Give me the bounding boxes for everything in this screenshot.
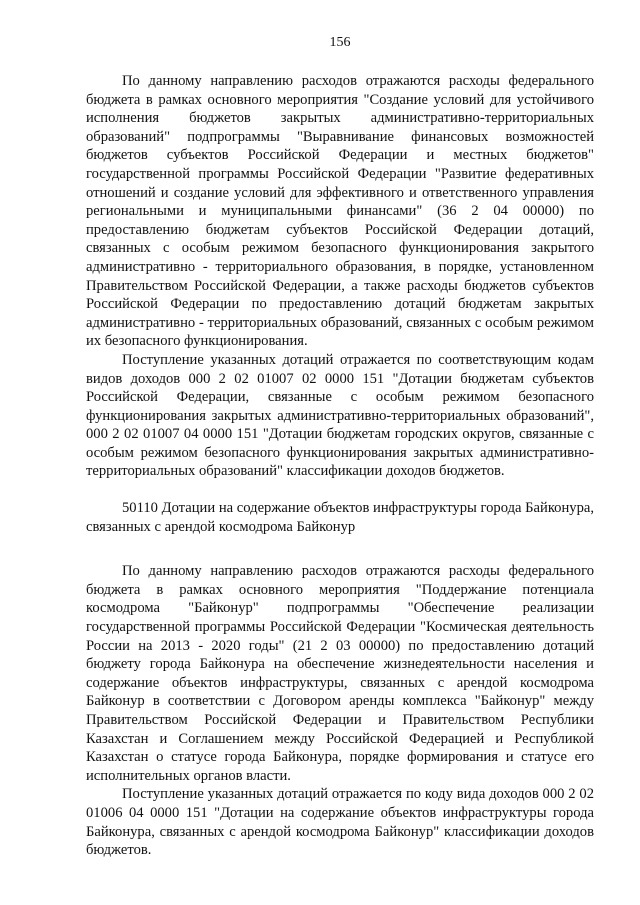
paragraph-baikonur-revenue-code: Поступление указанных дотаций отражается по коду вида доходов 000 2 02 01006 04 0000 151 "Дотации на содержание объектов инфраструктуры города Байконура, связанных с арендой космодрома Байконур" классификации доходов бюджетов. [86, 786, 594, 859]
paragraph-revenue-codes: Поступление указанных дотаций отражается по соответствующим кодам видов доходов 000 2 02 01007 02 0000 151 "Дотации бюджетам субъектов Российской Федерации, связанные с особым режимом безопасного функционирования закрытых административно-территориальных образований", 000 2 02 01007 04 0000 151 "Дотации бюджетам городских округов, связанные с особым режимом безопасного функционирования закрытых административно-территориальных образований" классификации доходов бюджетов. [86, 351, 594, 480]
paragraph-funding-direction: По данному направлению расходов отражаются расходы федерального бюджета в рамках основного мероприятия "Создание условий для устойчивого исполнения бюджетов закрытых административно-территориальных образований" подпрограммы "Выравнивание финансовых возможностей бюджетов субъектов Российской Федерации и местных бюджетов" государственной программы Российской Федерации "Развитие федеративных отношений и создание условий для эффективного и ответственного управления региональными и муниципальными финансами" (36 2 04 00000) по предоставлению бюджетам субъектов Российской Федерации дотаций, связанных с особым режимом безопасного функционирования закрытого административно - территориального образования, в порядке, установленном Правительством Российской Федерации, а также расходы бюджетов субъектов Российской Федерации по предоставлению дотаций бюджетам закрытых административно - территориальных образований, связанных с особым режимом их безопасного функционирования. [86, 73, 594, 350]
section-heading-50110: 50110 Дотации на содержание объектов инфраструктуры города Байконура, связанных с арендой космодрома Байконур [86, 500, 594, 535]
paragraph-baikonur-funding: По данному направлению расходов отражаются расходы федерального бюджета в рамках основного мероприятия "Поддержание потенциала космодрома "Байконур" подпрограммы "Обеспечение реализации государственной программы Российской Федерации "Космическая деятельность России на 2013 - 2020 годы" (21 2 03 00000) по предоставлению дотаций бюджету города Байконура на обеспечение жизнедеятельности населения и содержание объектов инфраструктуры, связанных с арендой космодрома Байконур в соответствии с Договором аренды комплекса "Байконур" между Правительством Российской Федерации и Правительством Республики Казахстан и Соглашением между Российской Федерацией и Республикой Казахстан о статусе города Байконура, порядке формирования и статусе его исполнительных органов власти. [86, 563, 594, 784]
page-number: 156 [329, 35, 351, 50]
document-page [86, 34, 594, 860]
